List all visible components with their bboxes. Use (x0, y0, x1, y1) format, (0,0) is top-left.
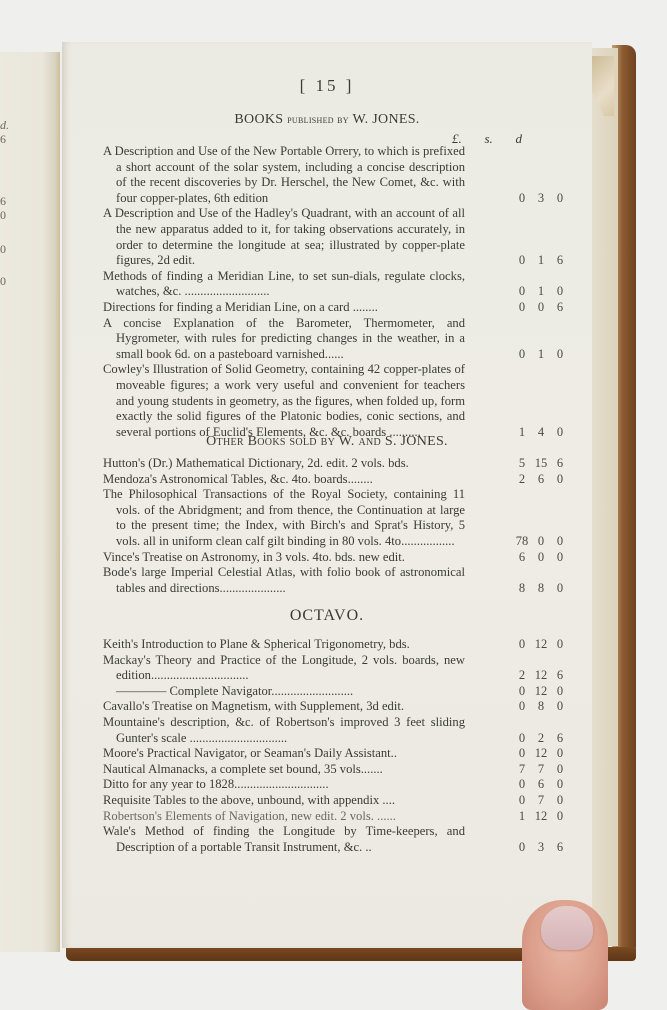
list-item (103, 550, 573, 566)
left-page-fragment: d. (0, 118, 9, 132)
list-item (103, 746, 573, 762)
entry-price (513, 347, 569, 363)
entry-text: Ditto for any year to 1828.............................. (103, 777, 329, 792)
pence: 0 (556, 792, 564, 807)
list-item (103, 144, 573, 206)
entry-price (513, 762, 569, 778)
entry-price (513, 809, 569, 825)
shillings: 7 (537, 761, 545, 776)
entry-price (513, 253, 569, 269)
pence: 0 (556, 284, 564, 299)
list-item (103, 699, 573, 715)
pounds: 0 (518, 683, 526, 698)
shillings: 0 (537, 549, 545, 564)
shillings: 12 (534, 637, 548, 651)
entry-text: Mackay's Theory and Practice of the Longitude, 2 vols. boards, new edition............................... (103, 652, 465, 683)
pence: 6 (556, 456, 564, 470)
heading-suffix: W. JONES. (352, 112, 420, 127)
entry-price (513, 472, 569, 488)
section-published-list (103, 144, 573, 440)
pence-header: d (515, 131, 522, 146)
entry-price (513, 746, 569, 762)
entry-text: Directions for finding a Meridian Line, on a card ........ (103, 299, 378, 314)
shillings: 12 (534, 808, 548, 823)
shillings: 12 (534, 668, 548, 683)
shillings: 1 (537, 346, 545, 361)
shillings: 7 (537, 792, 545, 807)
list-item (103, 653, 573, 684)
pounds: 2 (518, 471, 526, 486)
pounds: 7 (518, 761, 526, 776)
pounds: 0 (518, 637, 526, 651)
shillings: 0 (537, 299, 545, 314)
list-item (103, 684, 573, 700)
pounds: 8 (518, 580, 526, 595)
list-item (103, 777, 573, 793)
entry-price (513, 777, 569, 793)
pounds: 0 (518, 730, 526, 745)
pence: 0 (556, 746, 564, 761)
entry-price (513, 581, 569, 597)
shillings: 6 (537, 777, 545, 792)
left-page-fragment: 6 (0, 194, 6, 208)
heading-small-caps: published by (287, 112, 349, 126)
entry-price (513, 840, 569, 856)
page-number: [ 15 ] (299, 76, 355, 95)
entry-text: Vince's Treatise on Astronomy, in 3 vols. 4to. bds. new edit. (103, 549, 405, 564)
pence: 0 (556, 424, 564, 439)
pence: 0 (556, 549, 564, 564)
pence: 0 (556, 190, 564, 205)
entry-text: The Philosophical Transactions of the Royal Society, containing 11 vols. of the Abridgment; and from thence, the Continuation at large to the present time; the Index, with Birch's and Sprat's History, 5 vols. all in uniform clean calf gilt binding in 80 vols. 4to................. (103, 487, 465, 548)
entry-text: Mountaine's description, &c. of Robertson's improved 3 feet sliding Gunter's scale ............................... (103, 714, 465, 745)
shillings: 15 (534, 456, 548, 470)
entry-text: A Description and Use of the Hadley's Quadrant, with an account of all the new apparatus added to it, for taking observations accurately, in order to determine the longitude at sea; illustrated by copper-plate figures, 2d edit. (103, 206, 465, 268)
entry-text: ———— Complete Navigator.......................... (116, 683, 354, 698)
shillings: 4 (537, 424, 545, 439)
pounds: 5 (518, 456, 526, 470)
pence: 0 (556, 637, 564, 651)
pence: 0 (556, 699, 564, 714)
heading-prefix: BOOKS (234, 112, 284, 127)
entry-text: Wale's Method of finding the Longitude by Time-keepers, and Description of a portable Transit Instrument, &c. .. (103, 824, 465, 854)
pence: 0 (556, 346, 564, 361)
pence: 6 (556, 299, 564, 314)
pence: 0 (556, 683, 564, 698)
heading-octavo: OCTAVO. (289, 607, 365, 624)
list-item (103, 487, 573, 549)
list-item (103, 362, 573, 440)
entry-price (513, 699, 569, 715)
list-item (103, 637, 573, 653)
entry-text: A concise Explanation of the Barometer, Thermometer, and Hygrometer, with rules for predicting changes in the weather, in a small book 6d. on a pasteboard varnished...... (103, 315, 465, 361)
entry-price (513, 534, 569, 550)
entry-price (513, 550, 569, 566)
pence: 0 (556, 533, 564, 548)
shillings: 1 (537, 253, 545, 268)
pounds: 0 (518, 746, 526, 761)
pounds: 0 (518, 346, 526, 361)
list-item (103, 456, 573, 472)
section-octavo-list (103, 637, 573, 855)
pounds: 0 (518, 190, 526, 205)
left-page-fragment: 0 (0, 242, 6, 256)
entry-text: Robertson's Elements of Navigation, new edit. 2 vols. ...... (103, 808, 396, 823)
entry-price (513, 191, 569, 207)
entry-price (513, 456, 569, 472)
list-item (103, 715, 573, 746)
endpaper (590, 48, 618, 946)
list-item (103, 824, 573, 855)
shillings: 3 (537, 190, 545, 205)
pounds: 1 (518, 424, 526, 439)
pounds: 0 (518, 299, 526, 314)
shillings: 12 (534, 746, 548, 761)
entry-text: Cavallo's Treatise on Magnetism, with Supplement, 3d edit. (103, 699, 405, 714)
pence: 0 (556, 777, 564, 792)
list-item (103, 762, 573, 778)
entry-text: Keith's Introduction to Plane & Spherical Trigonometry, bds. (103, 637, 410, 651)
entry-price (513, 284, 569, 300)
pounds-header: £. (452, 131, 462, 146)
pounds: 0 (518, 253, 526, 268)
entry-text: Hutton's (Dr.) Mathematical Dictionary, 2d. edit. 2 vols. bds. (103, 456, 409, 470)
left-page-edge (0, 52, 60, 952)
pence: 0 (556, 808, 564, 823)
shillings: 8 (537, 580, 545, 595)
entry-text: A Description and Use of the New Portable Orrery, to which is prefixed a short account of the solar system, including a concise description of the recent discoveries by Dr. Herschel, the New Comet, &c. with four copper-plates, 6th edition (103, 144, 465, 205)
shillings-header: s. (484, 131, 493, 146)
list-item (103, 472, 573, 488)
entry-price (513, 731, 569, 747)
entry-text: Methods of finding a Meridian Line, to set sun-dials, regulate clocks, watches, &c. ........................... (103, 268, 465, 299)
entry-text: Bode's large Imperial Celestial Atlas, with folio book of astronomical tables and directions..................... (103, 565, 465, 595)
shillings: 3 (537, 839, 545, 854)
pounds: 78 (515, 533, 529, 548)
list-item (103, 316, 573, 363)
left-page-fragment: 0 (0, 274, 6, 288)
list-item (103, 206, 573, 268)
entry-text: Cowley's Illustration of Solid Geometry, containing 42 copper-plates of moveable figures; a work very useful and convenient for teachers and young students in geometry, as the figures, when folded up, form exactly the solid figures of the Platonic bodies, conic sections, and several portions of Euclid's Elements, &c. &c. boards .......... (103, 362, 465, 439)
shillings: 1 (537, 284, 545, 299)
section-other-list (103, 456, 573, 596)
pounds: 2 (518, 668, 526, 683)
entry-price (513, 793, 569, 809)
pence: 6 (556, 668, 564, 683)
list-item (103, 793, 573, 809)
thumbnail (541, 906, 593, 950)
entry-text: Mendoza's Astronomical Tables, &c. 4to. boards........ (103, 471, 373, 486)
pounds: 0 (518, 777, 526, 792)
shillings: 6 (537, 471, 545, 486)
pounds: 0 (518, 699, 526, 714)
entry-text: Moore's Practical Navigator, or Seaman's Daily Assistant.. (103, 746, 397, 761)
pence: 6 (556, 730, 564, 745)
pence: 6 (556, 253, 564, 268)
left-page-fragment: 0 (0, 208, 6, 222)
book-page (62, 42, 592, 948)
shillings: 8 (537, 699, 545, 714)
pounds: 1 (518, 808, 526, 823)
entry-price (513, 300, 569, 316)
left-page-fragment: 6 (0, 132, 6, 146)
list-item (103, 565, 573, 596)
pence: 0 (556, 761, 564, 776)
list-item (103, 300, 573, 316)
pounds: 0 (518, 284, 526, 299)
pence: 0 (556, 471, 564, 486)
shillings: 0 (537, 533, 545, 548)
entry-text: Requisite Tables to the above, unbound, with appendix .... (103, 792, 395, 807)
list-item (103, 809, 573, 825)
list-item (103, 269, 573, 300)
entry-price (513, 684, 569, 700)
pounds: 0 (518, 839, 526, 854)
entry-text: Nautical Almanacks, a complete set bound, 35 vols....... (103, 761, 383, 776)
entry-price (513, 668, 569, 684)
pounds: 6 (518, 549, 526, 564)
heading-other-text: Other Books sold by W. and S. JONES. (206, 434, 448, 449)
heading-other-books (62, 434, 592, 450)
heading-books-published (62, 112, 592, 128)
shillings: 12 (534, 683, 548, 698)
shillings: 2 (537, 730, 545, 745)
pence: 6 (556, 839, 564, 854)
pounds: 0 (518, 792, 526, 807)
entry-price (513, 637, 569, 653)
pence: 0 (556, 580, 564, 595)
